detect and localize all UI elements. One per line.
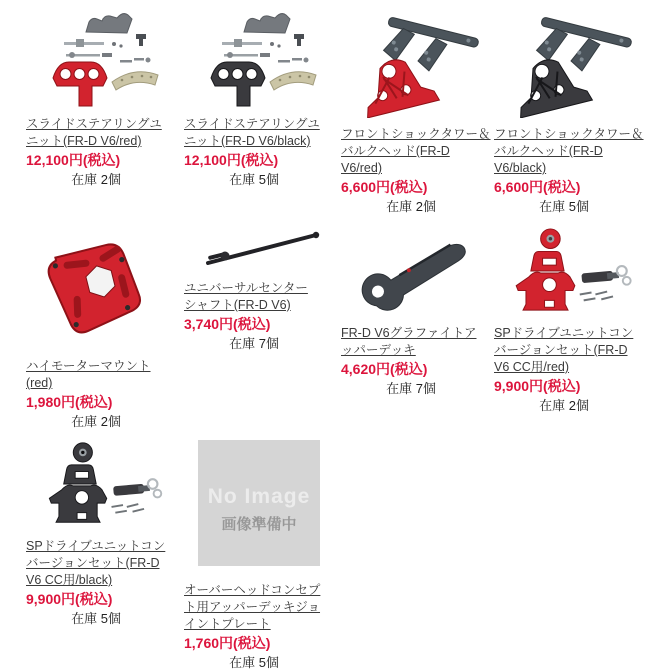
product-title-line: V6 CC用/black) bbox=[26, 573, 113, 587]
product-stock: 在庫 5個 bbox=[539, 199, 589, 214]
product-price: 9,900円(税込) bbox=[26, 591, 113, 607]
product-price: 3,740円(税込) bbox=[184, 316, 271, 332]
no-image-caption: 画像準備中 bbox=[221, 516, 297, 533]
product-title-link[interactable] bbox=[26, 116, 176, 150]
product-title-line: バージョンセット(FR-D bbox=[494, 343, 628, 357]
product-title-line: イントプレート bbox=[184, 617, 271, 631]
product-price: 6,600円(税込) bbox=[494, 179, 581, 195]
product-title-line: ッパーデッキ bbox=[341, 343, 416, 357]
product-title-link[interactable] bbox=[184, 582, 334, 633]
product-card bbox=[184, 440, 334, 670]
product-title-line: ト用アッパーデッキジョ bbox=[184, 600, 321, 614]
product-title-line: SPドライブユニットコン bbox=[494, 326, 634, 340]
no-image-placeholder bbox=[198, 440, 320, 566]
product-title-link[interactable] bbox=[26, 538, 176, 589]
product-title-line: (red) bbox=[26, 376, 53, 390]
product-stock: 在庫 5個 bbox=[71, 611, 121, 626]
product-price: 12,100円(税込) bbox=[184, 152, 279, 168]
product-thumb-upper-deck[interactable] bbox=[341, 226, 491, 317]
product-title-line: バルクヘッド(FR-D bbox=[341, 144, 450, 158]
product-thumb-center-shaft[interactable] bbox=[184, 226, 334, 272]
product-title-line: スライドステアリングユ bbox=[184, 117, 320, 131]
product-title-link[interactable] bbox=[341, 126, 491, 177]
product-title-line: バージョンセット(FR-D bbox=[26, 556, 160, 570]
product-card bbox=[341, 226, 491, 396]
product-title-line: ニット(FR-D V6/black) bbox=[184, 134, 311, 148]
shock-tower-black-image bbox=[504, 8, 634, 118]
product-stock: 在庫 7個 bbox=[386, 381, 436, 396]
product-title-line: ユニバーサルセンター bbox=[184, 281, 308, 295]
product-title-line: FR-D V6グラファイトア bbox=[341, 326, 477, 340]
product-card bbox=[26, 226, 176, 429]
product-title-link[interactable] bbox=[184, 280, 334, 314]
product-stock: 在庫 2個 bbox=[71, 172, 121, 187]
product-thumb-steering-red[interactable] bbox=[26, 8, 176, 108]
product-title-link[interactable] bbox=[494, 126, 644, 177]
product-card bbox=[26, 440, 176, 626]
product-stock: 在庫 2個 bbox=[386, 199, 436, 214]
steering-kit-black-image bbox=[194, 8, 324, 108]
product-title-line: V6/red) bbox=[341, 161, 382, 175]
product-stock: 在庫 2個 bbox=[71, 414, 121, 429]
product-title-line: スライドステアリングユ bbox=[26, 117, 162, 131]
product-card bbox=[26, 8, 176, 187]
product-card bbox=[341, 8, 491, 214]
graphite-upper-deck-image bbox=[351, 226, 481, 316]
product-thumb-shock-tower-black[interactable] bbox=[494, 8, 644, 118]
no-image-title: No Image bbox=[207, 485, 311, 508]
product-price: 9,900円(税込) bbox=[494, 378, 581, 394]
product-price: 12,100円(税込) bbox=[26, 152, 121, 168]
product-thumb-no-image[interactable] bbox=[184, 440, 334, 574]
product-stock: 在庫 5個 bbox=[229, 172, 279, 187]
product-card bbox=[184, 226, 334, 351]
product-card bbox=[494, 226, 644, 413]
product-thumb-motor-mount[interactable] bbox=[26, 226, 176, 350]
product-stock: 在庫 2個 bbox=[539, 398, 589, 413]
product-stock: 在庫 5個 bbox=[229, 655, 279, 670]
product-price: 1,760円(税込) bbox=[184, 635, 271, 651]
product-title-line: バルクヘッド(FR-D bbox=[494, 144, 603, 158]
product-price: 4,620円(税込) bbox=[341, 361, 428, 377]
motor-mount-red-image bbox=[36, 226, 166, 348]
product-title-line: フロントショックタワー＆ bbox=[341, 127, 491, 141]
shock-tower-red-image bbox=[351, 8, 481, 118]
product-card bbox=[184, 8, 334, 187]
product-thumb-drive-unit-black[interactable] bbox=[26, 440, 176, 530]
product-title-line: V6 CC用/red) bbox=[494, 360, 570, 374]
product-title-link[interactable] bbox=[494, 325, 644, 376]
center-shaft-image bbox=[192, 226, 326, 272]
drive-unit-set-red-image bbox=[504, 226, 634, 316]
product-stock: 在庫 7個 bbox=[229, 336, 279, 351]
product-thumb-steering-black[interactable] bbox=[184, 8, 334, 108]
product-title-link[interactable] bbox=[26, 358, 176, 392]
product-price: 1,980円(税込) bbox=[26, 394, 113, 410]
product-title-line: ハイモーターマウント bbox=[26, 359, 151, 373]
product-card bbox=[494, 8, 644, 214]
product-title-line: オーバーヘッドコンセプ bbox=[184, 583, 321, 597]
product-price: 6,600円(税込) bbox=[341, 179, 428, 195]
product-title-line: フロントショックタワー＆ bbox=[494, 127, 644, 141]
product-title-link[interactable] bbox=[184, 116, 334, 150]
product-thumb-drive-unit-red[interactable] bbox=[494, 226, 644, 317]
steering-kit-red-image bbox=[36, 8, 166, 108]
product-thumb-shock-tower-red[interactable] bbox=[341, 8, 491, 118]
product-title-line: ニット(FR-D V6/red) bbox=[26, 134, 142, 148]
product-title-link[interactable] bbox=[341, 325, 491, 359]
drive-unit-set-black-image bbox=[36, 440, 166, 528]
product-title-line: SPドライブユニットコン bbox=[26, 539, 166, 553]
product-title-line: V6/black) bbox=[494, 161, 547, 175]
product-title-line: シャフト(FR-D V6) bbox=[184, 298, 291, 312]
